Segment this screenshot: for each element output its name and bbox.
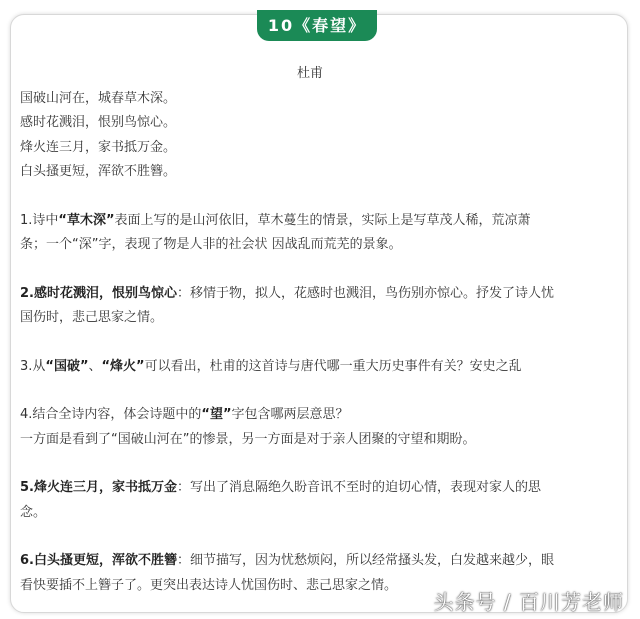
q3-text: 可以看出，杜甫的这首诗与唐代哪一重大历史事件有关？安史之乱: [144, 358, 522, 374]
q1-text: 表面上写的是山河依旧，草木蔓生的情景，实际上是写草茂人稀，荒凉萧: [114, 212, 531, 228]
q4-answer: 一方面是看到了“国破山河在”的惨景，另一方面是对于亲人团聚的守望和期盼。: [20, 431, 476, 447]
q2-text-line2: 国伤时，悲己思家之情。: [20, 310, 164, 325]
q1-keyword: “草木深”: [58, 212, 115, 228]
question-5: [20, 476, 620, 525]
q4-prefix: 4.结合全诗内容，体会诗题中的: [20, 407, 202, 422]
q5-keyword: 5.烽火连三月，家书抵万金: [20, 480, 177, 495]
poem-author: 杜甫: [296, 66, 323, 81]
q2-keyword: 2.感时花溅泪，恨别鸟惊心: [20, 285, 177, 301]
poem-line: 烽火连三月，家书抵万金。: [20, 139, 177, 155]
watermark: 头条号 / 百川芳老师: [433, 590, 624, 614]
article-content: [20, 62, 620, 598]
q6-text-line2: 看快要插不上簪子了。更突出表达诗人忧国伤时、悲己思家之情。: [20, 577, 398, 593]
poem-body: [20, 87, 620, 185]
q3-keyword-1: “国破”: [45, 358, 89, 374]
poem-line: 国破山河在，城春草木深。: [20, 90, 177, 106]
q4-text: 字包含哪两层意思？: [231, 407, 349, 422]
q4-keyword: “望”: [201, 407, 232, 422]
question-1: [20, 209, 620, 258]
q3-separator: 、: [88, 358, 102, 374]
q1-prefix: 1.诗中: [20, 212, 59, 228]
poem-line: 白头搔更短，浑欲不胜簪。: [20, 164, 177, 179]
q6-keyword: 6.白头搔更短，浑欲不胜簪: [20, 553, 177, 568]
q5-text-line2: 念。: [20, 504, 47, 520]
q1-text-line2: 条；一个“深”字，表现了物是人非的社会状 因战乱而荒芜的景象。: [20, 237, 402, 252]
q6-text: ：细节描写，因为忧愁烦闷，所以经常搔头发，白发越来越少，眼: [176, 553, 554, 568]
poem-title-tab: 10《春望》: [257, 10, 377, 41]
q2-text: ：移情于物，拟人，花感时也溅泪，鸟伤别亦惊心。抒发了诗人忧: [176, 285, 554, 301]
q3-keyword-2: “烽火”: [101, 358, 145, 374]
question-3: [20, 355, 620, 380]
q5-text: ：写出了消息隔绝久盼音讯不至时的迫切心情，表现对家人的思: [176, 480, 541, 495]
question-2: [20, 282, 620, 331]
question-4: [20, 403, 620, 452]
q3-prefix: 3.从: [20, 358, 46, 374]
poem-line: 感时花溅泪，恨别鸟惊心。: [20, 115, 177, 130]
